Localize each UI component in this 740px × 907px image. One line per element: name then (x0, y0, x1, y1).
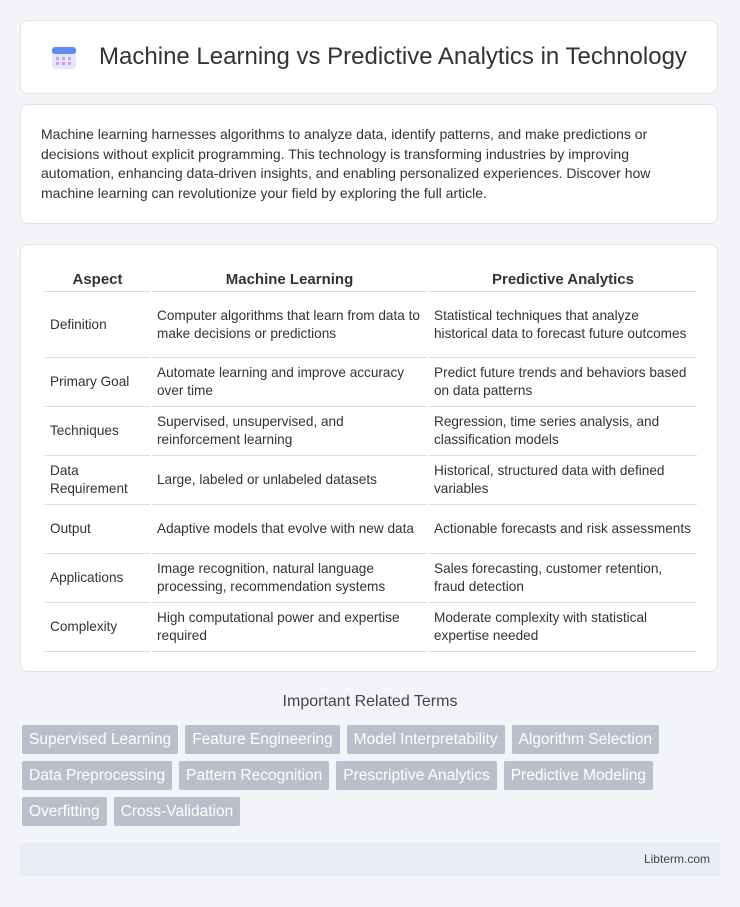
ml-cell: Computer algorithms that learn from data to make decisions or predictions (152, 292, 427, 358)
table-row (45, 407, 697, 456)
related-term-tag[interactable]: Data Preprocessing (22, 761, 172, 790)
ml-cell: Supervised, unsupervised, and reinforcement learning (152, 407, 427, 456)
intro-text: Machine learning harnesses algorithms to analyze data, identify patterns, and make predictions or decisions without explicit programming. This technology is transforming industries by improving automation, enhancing data-driven insights, and enabling personalized experiences. Discover how machine learning can revolutionize your field by exploring the full article. (41, 126, 651, 201)
column-header-aspect: Aspect (45, 265, 150, 292)
aspect-cell: Definition (45, 292, 150, 358)
ml-cell: Adaptive models that evolve with new data (152, 505, 427, 554)
aspect-cell: Primary Goal (45, 358, 150, 407)
related-term-tag[interactable]: Prescriptive Analytics (336, 761, 496, 790)
related-term-tag[interactable]: Predictive Modeling (504, 761, 653, 790)
related-terms-list (22, 725, 722, 826)
pa-cell: Statistical techniques that analyze historical data to forecast future outcomes (429, 292, 697, 358)
ml-cell: Automate learning and improve accuracy over time (152, 358, 427, 407)
related-term-tag[interactable]: Cross-Validation (114, 797, 241, 826)
related-term-tag[interactable]: Algorithm Selection (512, 725, 660, 754)
intro-card (20, 104, 718, 224)
table-row (45, 456, 697, 505)
ml-cell: Image recognition, natural language processing, recommendation systems (152, 554, 427, 603)
aspect-cell: Complexity (45, 603, 150, 652)
pa-cell: Sales forecasting, customer retention, fraud detection (429, 554, 697, 603)
header-card (20, 20, 718, 94)
aspect-cell: Techniques (45, 407, 150, 456)
pa-cell: Predict future trends and behaviors based on data patterns (429, 358, 697, 407)
table-row (45, 554, 697, 603)
aspect-cell: Data Requirement (45, 456, 150, 505)
page-title: Machine Learning vs Predictive Analytics in Technology (99, 43, 687, 70)
related-term-tag[interactable]: Supervised Learning (22, 725, 178, 754)
table-row (45, 358, 697, 407)
column-header-machine-learning: Machine Learning (152, 265, 427, 292)
aspect-cell: Output (45, 505, 150, 554)
footer-site-link[interactable]: Libterm.com (643, 852, 710, 866)
calendar-icon (51, 44, 77, 70)
pa-cell: Moderate complexity with statistical expertise needed (429, 603, 697, 652)
comparison-table (43, 265, 699, 652)
table-header-row (45, 265, 697, 292)
table-row (45, 505, 697, 554)
table-row (45, 603, 697, 652)
ml-cell: Large, labeled or unlabeled datasets (152, 456, 427, 505)
table-row (45, 292, 697, 358)
related-term-tag[interactable]: Overfitting (22, 797, 107, 826)
comparison-card (20, 244, 718, 672)
pa-cell: Historical, structured data with defined variables (429, 456, 697, 505)
related-term-tag[interactable]: Feature Engineering (185, 725, 339, 754)
footer (20, 843, 720, 876)
related-term-tag[interactable]: Model Interpretability (347, 725, 505, 754)
related-term-tag[interactable]: Pattern Recognition (179, 761, 329, 790)
pa-cell: Regression, time series analysis, and classification models (429, 407, 697, 456)
related-terms-heading: Important Related Terms (282, 693, 458, 710)
column-header-predictive-analytics: Predictive Analytics (429, 265, 697, 292)
ml-cell: High computational power and expertise required (152, 603, 427, 652)
aspect-cell: Applications (45, 554, 150, 603)
pa-cell: Actionable forecasts and risk assessments (429, 505, 697, 554)
